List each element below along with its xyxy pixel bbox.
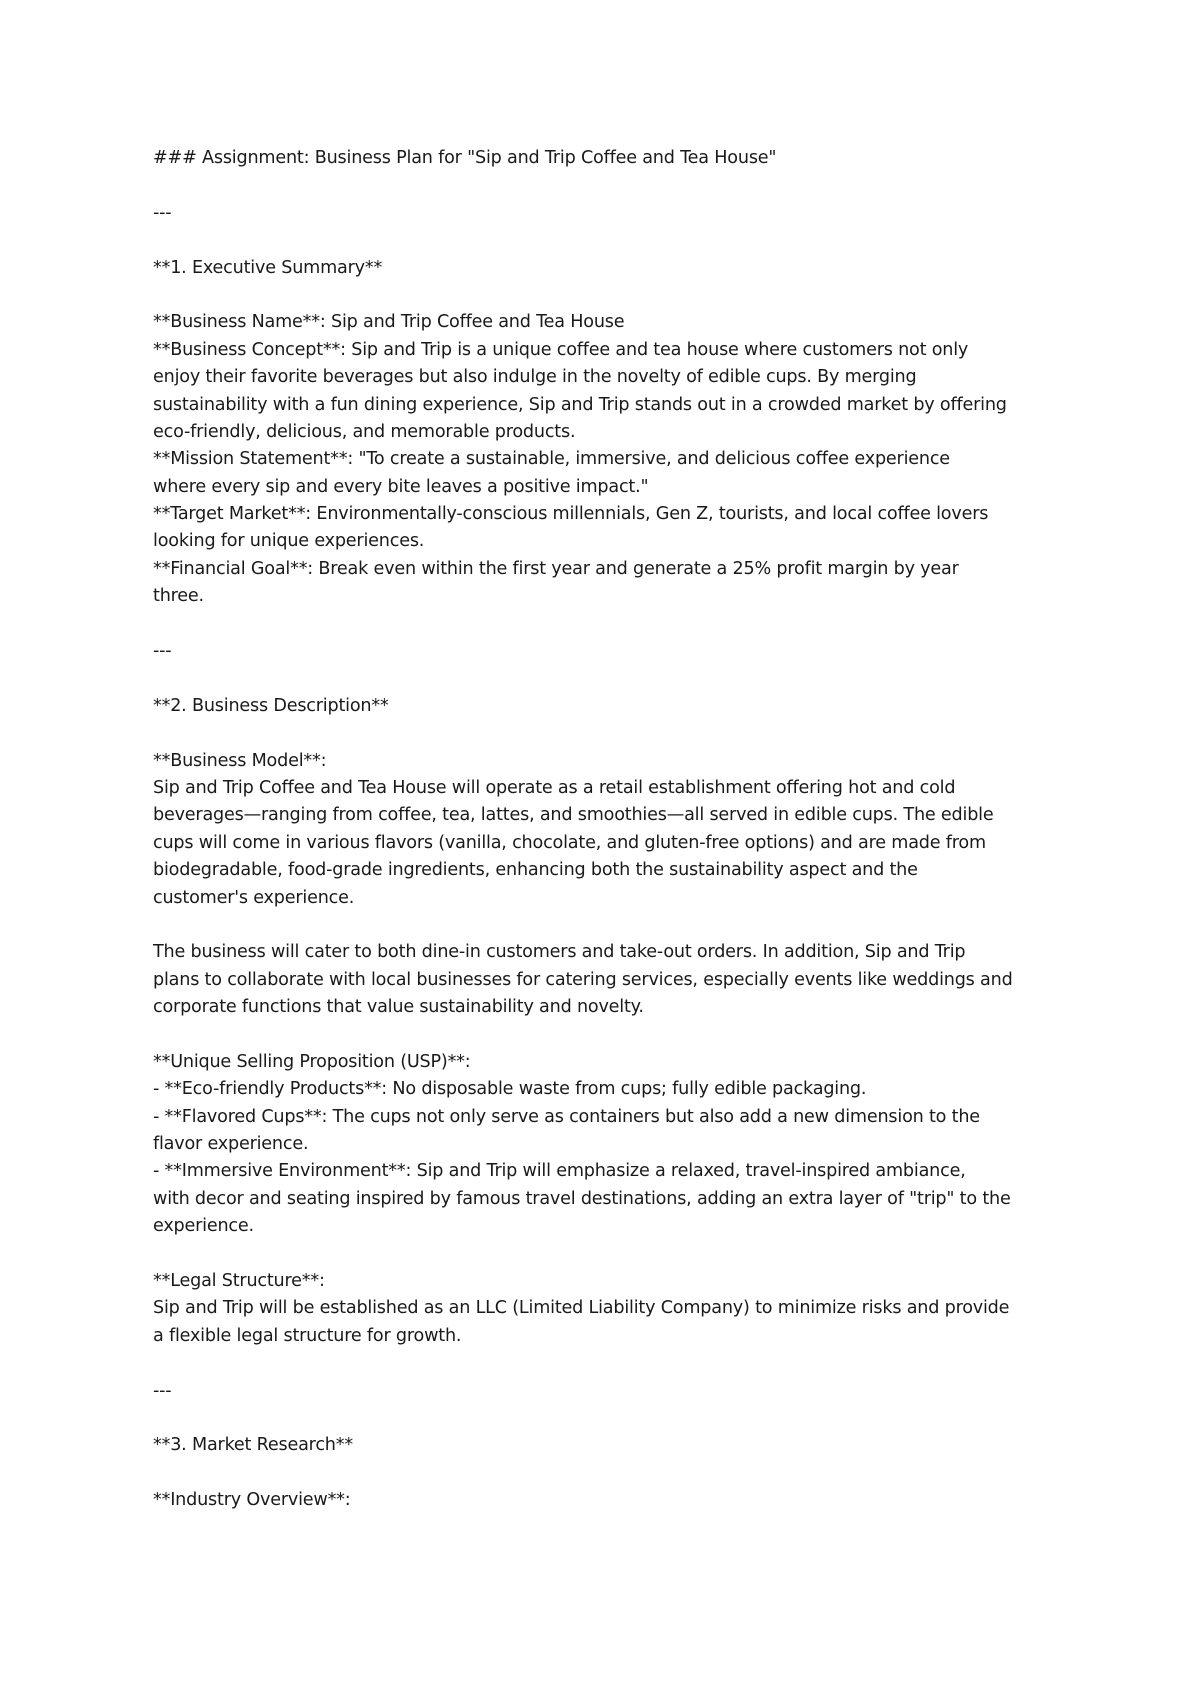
list-item: - **Flavored Cups**: The cups not only serve as containers but also add a new dimension to the (153, 1106, 980, 1127)
section-separator: --- (153, 1380, 172, 1401)
paragraph-line: beverages—ranging from coffee, tea, lattes, and smoothies—all served in edible cups. The edible (153, 805, 994, 826)
industry-overview-label: **Industry Overview**: (153, 1490, 351, 1511)
executive-summary-text (153, 309, 1073, 610)
document-title: ### Assignment: Business Plan for "Sip and Trip Coffee and Tea House" (153, 148, 777, 168)
business-model-label: **Business Model**: (153, 750, 327, 771)
paragraph-line: corporate functions that value sustainability and novelty. (153, 997, 644, 1018)
section-heading-market-research: **3. Market Research** (153, 1435, 353, 1456)
paragraph-line: where every sip and every bite leaves a positive impact." (153, 476, 649, 497)
legal-structure-text (153, 1295, 1073, 1350)
paragraph-line: eco-friendly, delicious, and memorable products. (153, 421, 576, 442)
section-heading-business-description: **2. Business Description** (153, 695, 389, 716)
section-heading-executive-summary: **1. Executive Summary** (153, 257, 383, 278)
list-item: experience. (153, 1216, 254, 1237)
paragraph-line: biodegradable, food-grade ingredients, enhancing both the sustainability aspect and the (153, 860, 918, 881)
paragraph-line: Sip and Trip Coffee and Tea House will operate as a retail establishment offering hot and cold (153, 777, 956, 798)
paragraph-line: **Business Name**: Sip and Trip Coffee and Tea House (153, 312, 625, 333)
paragraph-line: **Mission Statement**: "To create a sustainable, immersive, and delicious coffee experience (153, 449, 950, 470)
list-item: - **Eco-friendly Products**: No disposable waste from cups; fully edible packaging. (153, 1079, 867, 1100)
document-body (153, 145, 1073, 1515)
section-separator: --- (153, 202, 172, 223)
section-separator: --- (153, 641, 172, 662)
paragraph-line: three. (153, 586, 204, 607)
paragraph-line: Sip and Trip will be established as an LLC (Limited Liability Company) to minimize risks and provide (153, 1298, 1010, 1319)
legal-structure-label: **Legal Structure**: (153, 1271, 325, 1292)
paragraph-line: looking for unique experiences. (153, 531, 425, 552)
paragraph-line: **Target Market**: Environmentally-conscious millennials, Gen Z, tourists, and local coffee lovers (153, 504, 989, 525)
list-item: - **Immersive Environment**: Sip and Trip will emphasize a relaxed, travel-inspired ambiance, (153, 1161, 966, 1182)
paragraph-line: The business will cater to both dine-in customers and take-out orders. In addition, Sip and Trip (153, 942, 966, 963)
paragraph-line: customer's experience. (153, 887, 355, 908)
paragraph-line: plans to collaborate with local businesses for catering services, especially events like weddings and (153, 969, 1013, 990)
paragraph-line: **Business Concept**: Sip and Trip is a unique coffee and tea house where customers not only (153, 339, 969, 360)
paragraph-line: **Financial Goal**: Break even within the first year and generate a 25% profit margin by year (153, 558, 959, 579)
business-model-text (153, 775, 1073, 912)
paragraph-line: enjoy their favorite beverages but also indulge in the novelty of edible cups. By merging (153, 367, 917, 388)
usp-label: **Unique Selling Proposition (USP)**: (153, 1051, 471, 1072)
list-item: flavor experience. (153, 1134, 309, 1155)
catering-text (153, 939, 1073, 1021)
paragraph-line: cups will come in various flavors (vanilla, chocolate, and gluten-free options) and are made from (153, 832, 986, 853)
list-item: with decor and seating inspired by famous travel destinations, adding an extra layer of "trip" to the (153, 1188, 1011, 1209)
paragraph-line: a flexible legal structure for growth. (153, 1325, 462, 1346)
usp-list (153, 1076, 1073, 1240)
paragraph-line: sustainability with a fun dining experience, Sip and Trip stands out in a crowded market by offering (153, 394, 1007, 415)
